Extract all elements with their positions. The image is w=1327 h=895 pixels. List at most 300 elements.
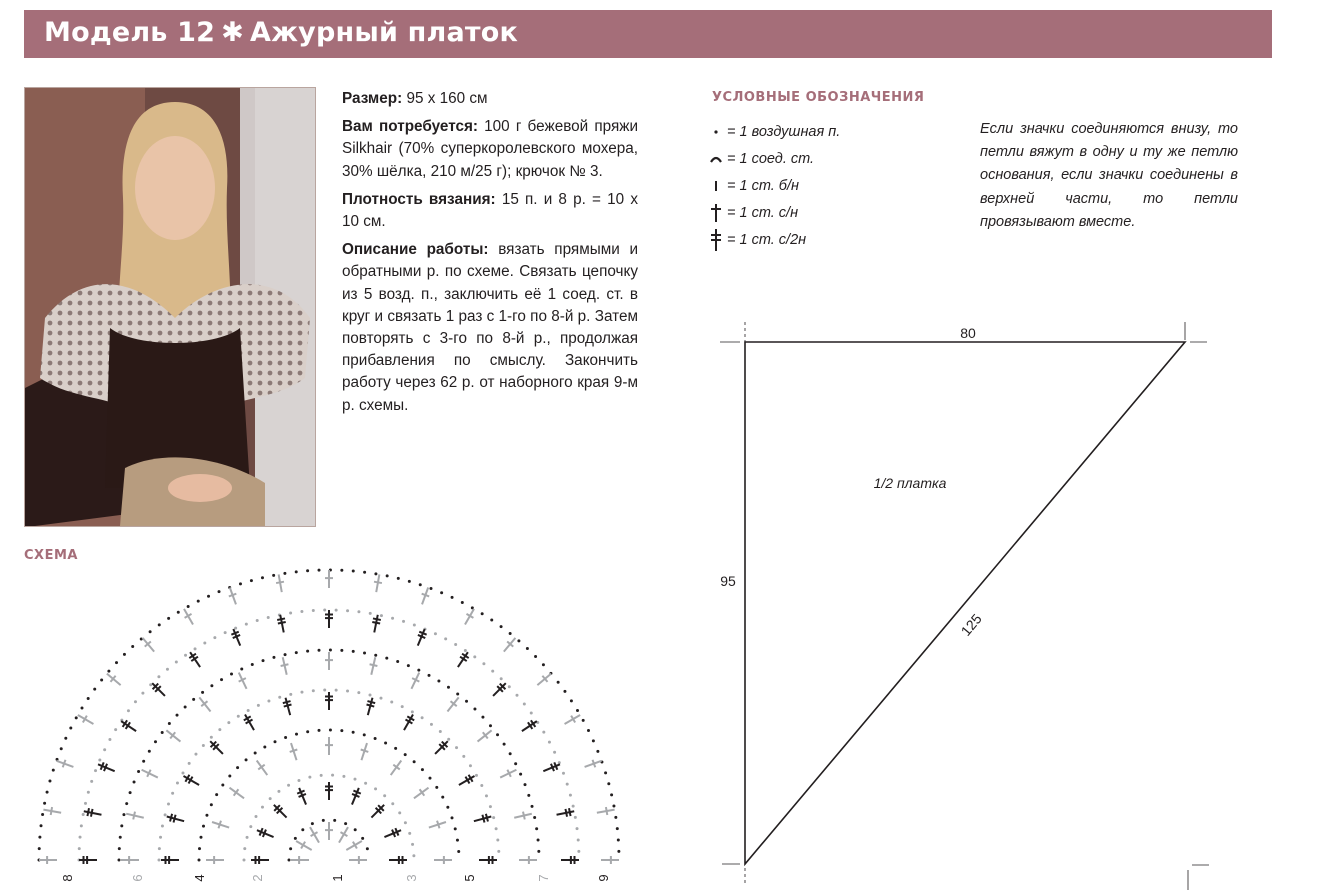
legend-text: = 1 соед. ст. [727, 150, 815, 167]
chain-dot [473, 708, 476, 711]
stitch-double-crochet [182, 773, 202, 789]
chain-dot [318, 649, 321, 652]
chain-dot [261, 806, 264, 809]
chain-dot [485, 794, 488, 797]
chain-dot [610, 793, 613, 796]
chain-dot [455, 746, 458, 749]
chain-dot [267, 699, 270, 702]
legend-item [708, 226, 928, 253]
chain-dot [572, 805, 575, 808]
chain-dot [323, 609, 326, 612]
stitch-double-crochet [161, 856, 179, 864]
chain-dot [430, 723, 433, 726]
stitch-double-crochet [325, 782, 333, 800]
stitch-treble [325, 822, 333, 840]
chain-dot [322, 819, 325, 822]
chain-dot [122, 813, 125, 816]
chain-dot [201, 691, 204, 694]
chain-dot [440, 591, 443, 594]
chain-dot [447, 686, 450, 689]
chain-dot [115, 661, 118, 664]
chain-dot [526, 647, 529, 650]
chain-dot [294, 837, 297, 840]
chain-dot [421, 716, 424, 719]
chain-dot [78, 847, 81, 850]
chain-dot [98, 759, 101, 762]
chain-dot [576, 709, 579, 712]
chain-dot [141, 692, 144, 695]
chain-dot [374, 787, 377, 790]
stitch-treble [583, 757, 603, 771]
chain-dot [247, 709, 250, 712]
chain-dot [205, 814, 208, 817]
chain-dot [80, 707, 83, 710]
dimension-left: 95 [720, 573, 736, 589]
stitch-treble [164, 727, 183, 744]
chain-dot [404, 821, 407, 824]
chain-dot [181, 771, 184, 774]
chain-dot [492, 816, 495, 819]
chain-dot [230, 673, 233, 676]
chain-dot [240, 667, 243, 670]
chain-dot [607, 782, 610, 785]
stitch-treble [325, 570, 333, 588]
stitch-double-crochet [207, 738, 225, 756]
chain-dot [168, 722, 171, 725]
chain-dot [469, 764, 472, 767]
chain-dot [157, 675, 160, 678]
chain-dot [295, 733, 298, 736]
chain-dot [523, 702, 526, 705]
chain-dot [451, 596, 454, 599]
chain-dot [103, 748, 106, 751]
stitch-double-crochet [295, 786, 309, 806]
chain-dot [557, 681, 560, 684]
chain-dot [161, 731, 164, 734]
chain-dot [408, 580, 411, 583]
chain-dot [224, 631, 227, 634]
stitch-double-crochet [187, 650, 204, 669]
chain-dot [100, 678, 103, 681]
chain-dot [295, 651, 298, 654]
chain-dot [263, 745, 266, 748]
chain-dot [335, 689, 338, 692]
bar-icon [708, 176, 724, 196]
stitch-double-crochet [282, 697, 294, 716]
chain-dot [421, 768, 424, 771]
chain-dot [582, 719, 585, 722]
chain-dot [566, 783, 569, 786]
chain-dot [396, 660, 399, 663]
chain-dot [187, 605, 190, 608]
chain-dot [60, 747, 63, 750]
chain-dot [84, 802, 87, 805]
chain-dot [312, 689, 315, 692]
chain-dot [114, 728, 117, 731]
chain-dot [48, 780, 51, 783]
legend-text: = 1 ст. с/2н [727, 231, 807, 248]
chain-dot [404, 753, 407, 756]
chain-dot [123, 653, 126, 656]
chain-dot [287, 784, 290, 787]
stitch-treble [358, 742, 371, 762]
chain-dot [491, 670, 494, 673]
chain-dot [446, 806, 449, 809]
chain-dot [495, 827, 498, 830]
chain-dot [125, 802, 128, 805]
chain-dot [553, 751, 556, 754]
chain-dot [481, 716, 484, 719]
gauge-line [342, 189, 638, 233]
chain-dot [129, 791, 132, 794]
chain-dot [537, 850, 540, 853]
chain-dot [329, 729, 332, 732]
chain-dot [188, 762, 191, 765]
dimension-hypotenuse: 125 [957, 610, 985, 639]
stitch-double-crochet [79, 856, 97, 864]
chain-dot [517, 639, 520, 642]
chain-dot [374, 654, 377, 657]
chain-dot [80, 824, 83, 827]
stitch-double-crochet [389, 856, 407, 864]
chain-dot [210, 803, 213, 806]
diagram-label: 1/2 платка [873, 475, 947, 491]
chain-dot [490, 618, 493, 621]
chain-dot [447, 738, 450, 741]
chain-dot [289, 693, 292, 696]
stitch-double-crochet [457, 773, 477, 789]
chain-dot [289, 611, 292, 614]
dot-icon [708, 122, 724, 142]
chain-dot [127, 709, 130, 712]
model-title: Ажурный платок [250, 17, 519, 48]
chain-dot [390, 701, 393, 704]
chain-dot [202, 825, 205, 828]
chain-dot [118, 859, 121, 862]
asterisk-icon: ✱ [221, 17, 244, 48]
chain-dot [464, 649, 467, 652]
chain-dot [535, 827, 538, 830]
chain-dot [107, 670, 110, 673]
chain-dot [133, 780, 136, 783]
stitch-treble [140, 766, 160, 781]
chain-dot [306, 650, 309, 653]
chain-dot [435, 786, 438, 789]
chain-dot [306, 730, 309, 733]
chain-dot [218, 728, 221, 731]
chain-dot [202, 744, 205, 747]
chain-dot [514, 762, 517, 765]
materials-label: Вам потребуется: [342, 118, 479, 136]
stitch-double-crochet [276, 614, 287, 633]
chain-dot [384, 741, 387, 744]
stitch-treble [275, 574, 286, 593]
chain-dot [306, 569, 309, 572]
chain-dot [250, 579, 253, 582]
chain-dot [481, 612, 484, 615]
chain-dot [176, 781, 179, 784]
chain-dot [267, 616, 270, 619]
stitch-double-crochet [230, 627, 244, 647]
stitch-treble [76, 712, 96, 728]
chain-dot [500, 677, 503, 680]
chain-dot [537, 839, 540, 842]
stitch-treble [501, 635, 519, 654]
chain-dot [548, 741, 551, 744]
chain-dot [82, 813, 85, 816]
chain-dot [419, 583, 422, 586]
chain-dot [508, 685, 511, 688]
chain-dot [340, 569, 343, 572]
chain-dot [175, 661, 178, 664]
stitch-double-crochet [83, 807, 102, 818]
chain-dot [273, 740, 276, 743]
chain-dot [413, 760, 416, 763]
row-number: 3 [404, 874, 419, 882]
chain-dot [379, 697, 382, 700]
legend-item [708, 118, 928, 145]
chain-dot [604, 771, 607, 774]
chain-dot [352, 731, 355, 734]
chain-dot [563, 690, 566, 693]
stitch-treble [287, 742, 300, 762]
chain-dot [192, 698, 195, 701]
chain-dot [412, 854, 415, 857]
pattern-diagram [720, 310, 1220, 895]
stitch-treble [39, 856, 57, 864]
chain-dot [434, 632, 437, 635]
chain-dot [197, 600, 200, 603]
chain-dot [40, 824, 43, 827]
stitch-treble [434, 856, 452, 864]
chain-dot [171, 792, 174, 795]
stitch-treble [408, 671, 423, 691]
size-line [342, 88, 638, 110]
stitch-double-crochet [455, 650, 472, 669]
chain-dot [158, 859, 161, 862]
stitch-treble [307, 825, 323, 845]
chain-dot [441, 796, 444, 799]
chain-dot [444, 637, 447, 640]
chain-dot [340, 649, 343, 652]
chain-dot [142, 760, 145, 763]
chain-dot [577, 839, 580, 842]
chain-dot [527, 794, 530, 797]
stitch-double-crochet [149, 680, 167, 698]
chain-dot [401, 705, 404, 708]
chain-dot [411, 710, 414, 713]
stitch-treble [601, 856, 619, 864]
chain-dot [108, 738, 111, 741]
chain-dot [451, 816, 454, 819]
chain-dot [177, 611, 180, 614]
legend-text: = 1 ст. б/н [727, 177, 799, 194]
chain-dot [489, 724, 492, 727]
chain-dot [194, 753, 197, 756]
chain-dot [402, 620, 405, 623]
stitch-treble [513, 810, 532, 822]
stitch-treble [444, 695, 461, 714]
chain-dot [374, 737, 377, 740]
chain-dot [227, 721, 230, 724]
chain-dot [369, 694, 372, 697]
chain-dot [428, 777, 431, 780]
stitch-treble [211, 818, 231, 831]
chain-dot [454, 643, 457, 646]
chain-dot [524, 783, 527, 786]
stitch-treble [498, 766, 518, 781]
chain-dot [90, 780, 93, 783]
chain-dot [331, 774, 334, 777]
chain-dot [335, 609, 338, 612]
chain-dot [301, 828, 304, 831]
chain-dot [430, 587, 433, 590]
chain-dot [289, 847, 292, 850]
chain-dot [284, 736, 287, 739]
chain-dot [587, 729, 590, 732]
chain-dot [369, 612, 372, 615]
row-number: 6 [130, 874, 145, 882]
chain-dot [158, 847, 161, 850]
chain-dot [398, 811, 401, 814]
materials-line [342, 116, 638, 183]
chain-dot [93, 688, 96, 691]
stitch-treble [475, 727, 494, 744]
chain-dot [254, 815, 257, 818]
arc-icon [708, 149, 724, 169]
chain-dot [261, 576, 264, 579]
chain-dot [333, 819, 336, 822]
chain-dot [462, 755, 465, 758]
stitch-double-crochet [432, 738, 450, 756]
chain-dot [221, 783, 224, 786]
chain-dot [198, 847, 201, 850]
model-photo [24, 87, 316, 527]
triangle-shape [745, 342, 1185, 864]
chain-dot [531, 805, 534, 808]
stitch-treble [349, 856, 367, 864]
chain-dot [344, 822, 347, 825]
chain-dot [43, 802, 46, 805]
chain-dot [496, 839, 499, 842]
chain-dot [475, 774, 478, 777]
stitch-treble [428, 818, 448, 831]
chain-dot [417, 669, 420, 672]
chain-dot [391, 617, 394, 620]
chain-dot [542, 731, 545, 734]
chain-dot [457, 850, 460, 853]
schema-chart [24, 560, 634, 895]
stitch-double-crochet [473, 813, 492, 825]
chain-dot [500, 625, 503, 628]
chain-dot [391, 802, 394, 805]
chain-dot [480, 784, 483, 787]
chain-dot [383, 794, 386, 797]
chain-dot [342, 775, 345, 778]
stitch-treble [181, 607, 197, 627]
chain-dot [385, 657, 388, 660]
chain-dot [354, 828, 357, 831]
stitch-double-crochet [556, 807, 575, 818]
chain-dot [277, 790, 280, 793]
chain-dot [346, 690, 349, 693]
stitch-double-crochet [561, 856, 579, 864]
chain-dot [496, 733, 499, 736]
chain-dot [194, 647, 197, 650]
stitch-treble [125, 810, 144, 822]
chain-dot [612, 805, 615, 808]
chain-dot [574, 816, 577, 819]
chain-dot [251, 663, 254, 666]
stitch-treble [43, 806, 62, 817]
chain-dot [269, 797, 272, 800]
chain-dot [272, 656, 275, 659]
chain-dot [411, 843, 414, 846]
chain-dot [592, 739, 595, 742]
chain-dot [79, 836, 82, 839]
legend-note: Если значки соединяются внизу, то петли вяжут в одну и ту же петлю основания, если значки соединены в верхней части, то петли провязывают вместе. [980, 121, 1238, 230]
chain-dot [461, 601, 464, 604]
chain-dot [262, 659, 265, 662]
stitch-double-crochet [325, 610, 333, 628]
cross-icon [708, 203, 724, 223]
chain-dot [184, 654, 187, 657]
row-number: 2 [250, 874, 265, 882]
chain-dot [176, 714, 179, 717]
chain-dot [131, 645, 134, 648]
chain-dot [297, 779, 300, 782]
stitch-treble [104, 671, 123, 689]
chain-dot [614, 816, 617, 819]
work-line [342, 239, 638, 417]
chain-dot [380, 614, 383, 617]
chain-dot [596, 750, 599, 753]
row-number: 1 [330, 874, 345, 882]
stitch-treble [412, 784, 431, 801]
chain-dot [210, 684, 213, 687]
chain-dot [413, 624, 416, 627]
chain-dot [243, 847, 246, 850]
chain-dot [161, 824, 164, 827]
chain-dot [428, 674, 431, 677]
chain-dot [340, 729, 343, 732]
stitch-treble [291, 856, 309, 864]
chain-dot [215, 793, 218, 796]
chain-dot [312, 609, 315, 612]
chain-dot [167, 802, 170, 805]
chain-dot [357, 610, 360, 613]
chain-dot [164, 813, 167, 816]
chain-dot [203, 642, 206, 645]
stitch-double-crochet [166, 813, 185, 825]
chain-dot [87, 697, 90, 700]
stitch-treble [372, 574, 383, 593]
legend [708, 118, 928, 253]
stitch-treble [294, 838, 314, 854]
chain-dot [41, 813, 44, 816]
chain-dot [137, 770, 140, 773]
stitch-treble [227, 784, 246, 801]
chain-dot [69, 726, 72, 729]
stitch-double-crochet [369, 802, 387, 820]
chain-dot [352, 650, 355, 653]
chain-dot [323, 689, 326, 692]
chain-dot [320, 774, 323, 777]
stitch-treble [367, 656, 379, 675]
chain-dot [329, 649, 332, 652]
stitch-double-crochet [383, 826, 403, 840]
stitch-treble [235, 671, 250, 691]
